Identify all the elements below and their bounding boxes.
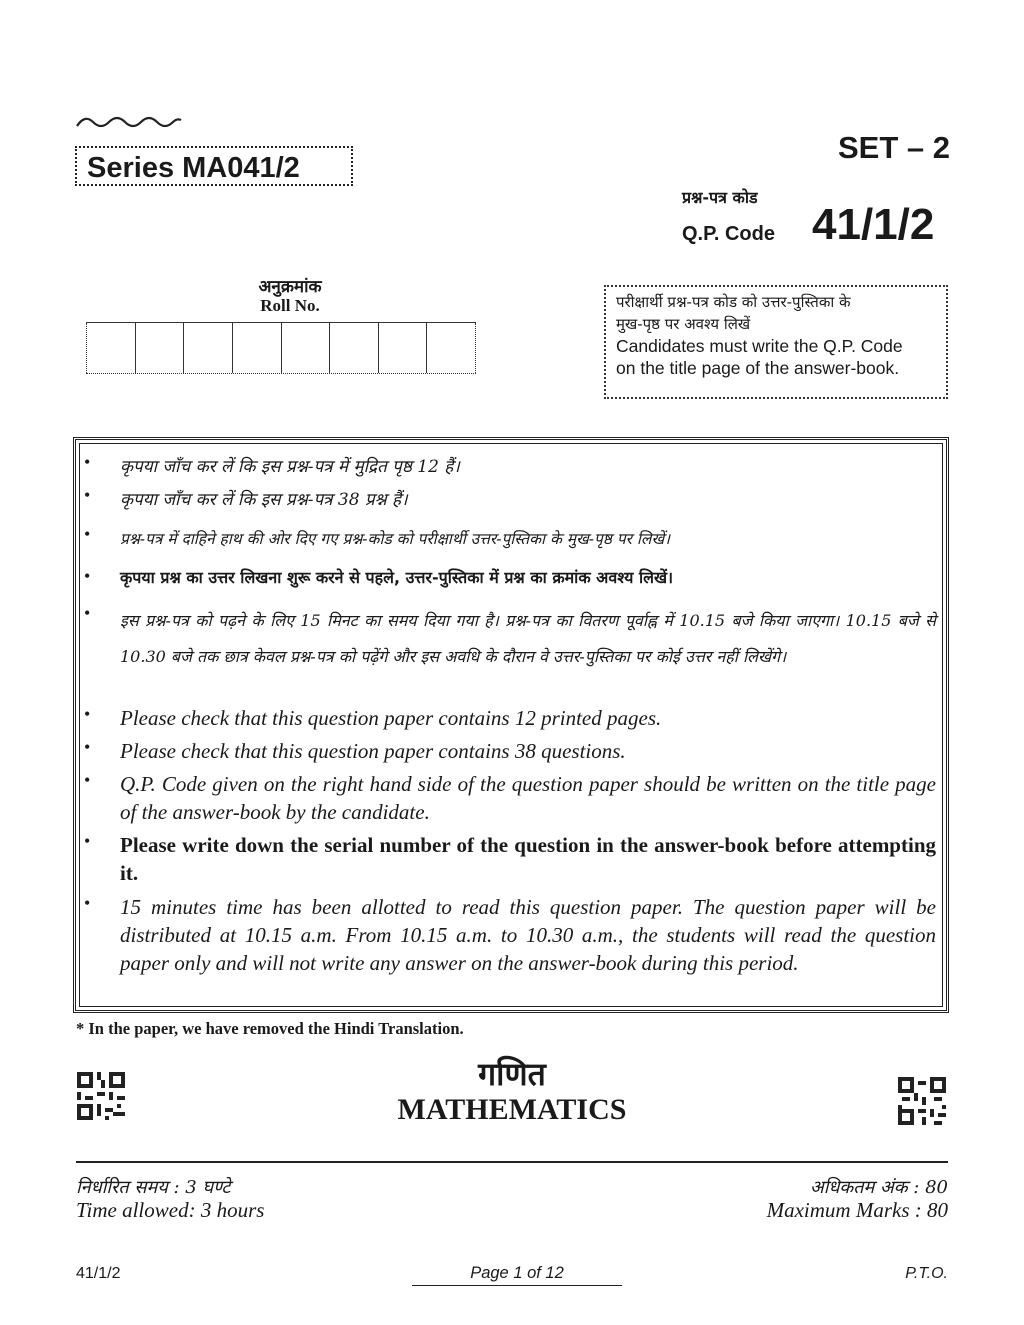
bullet: • bbox=[84, 603, 91, 623]
roll-label: Roll No. bbox=[260, 296, 320, 315]
roll-box[interactable] bbox=[86, 323, 135, 373]
instruction-english-3: Q.P. Code given on the right hand side of the question paper should be written on the title page of the answer-book by the candidate. bbox=[120, 772, 936, 824]
time-allowed-hindi: निर्धारित समय : 3 घण्टे bbox=[76, 1177, 231, 1198]
instruction-english-4: Please write down the serial number of the question in the answer-book before attempting it. bbox=[120, 833, 936, 885]
translation-note: * In the paper, we have removed the Hindi Translation. bbox=[76, 1019, 464, 1038]
roll-number-boxes[interactable] bbox=[86, 322, 476, 374]
instruction-hindi-5: इस प्रश्न-पत्र को पढ़ने के लिए 15 मिनट का समय दिया गया है। प्रश्न-पत्र का वितरण पूर्वाह्न में 10.15 बजे किया जाएगा। 10.15 बजे से 10.30 बजे तक छात्र केवल प्रश्न-पत्र को पढ़ेंगे और इस अवधि के दौरान वे उत्तर-पुस्तिका पर कोई उत्तर नहीं लिखेंगे। bbox=[120, 611, 936, 666]
bullet: • bbox=[84, 770, 91, 790]
qp-code: 41/1/2 bbox=[812, 200, 935, 249]
subject-title: MATHEMATICS bbox=[397, 1093, 627, 1126]
page-number: Page 1 of 12 bbox=[412, 1264, 622, 1286]
time-allowed: Time allowed: 3 hours bbox=[76, 1198, 265, 1222]
bullet: • bbox=[84, 452, 91, 472]
roll-box[interactable] bbox=[426, 323, 476, 373]
qp-code-instruction-box bbox=[604, 285, 948, 399]
instruction-english-1: Please check that this question paper contains 12 printed pages. bbox=[120, 706, 662, 730]
bullet: • bbox=[84, 893, 91, 913]
instruction-box-english-1: Candidates must write the Q.P. Code bbox=[616, 336, 903, 356]
set-label: SET – 2 bbox=[838, 130, 950, 165]
qp-code-label: Q.P. Code bbox=[682, 223, 775, 245]
instruction-hindi-2: कृपया जाँच कर लें कि इस प्रश्न-पत्र 38 प्रश्न हैं। bbox=[120, 490, 408, 510]
subject-title-hindi: गणित bbox=[478, 1055, 546, 1093]
qr-code-icon bbox=[898, 1077, 946, 1125]
bullet: • bbox=[84, 737, 91, 757]
series-label: Series MA041/2 bbox=[75, 146, 353, 186]
maximum-marks-hindi: अधिकतम अंक : 80 bbox=[809, 1177, 948, 1198]
instruction-hindi-1: कृपया जाँच कर लें कि इस प्रश्न-पत्र में मुद्रित पृष्ठ 12 हैं। bbox=[120, 457, 460, 477]
roll-box[interactable] bbox=[183, 323, 232, 373]
instruction-box-hindi-1: परीक्षार्थी प्रश्न-पत्र कोड को उत्तर-पुस्तिका के bbox=[616, 293, 851, 311]
bullet: • bbox=[84, 704, 91, 724]
divider bbox=[76, 1161, 948, 1163]
footer-code: 41/1/2 bbox=[76, 1265, 121, 1282]
instruction-english-5: 15 minutes time has been allotted to read this question paper. The question paper will be distributed at 10.15 a.m. From 10.15 a.m. to 10.30 a.m., the students will read the question paper only and will not write any answer on the answer-book during this period. bbox=[120, 895, 936, 975]
instruction-box-english-2: on the title page of the answer-book. bbox=[616, 358, 900, 378]
wave-ornament bbox=[75, 112, 183, 134]
roll-box[interactable] bbox=[378, 323, 427, 373]
instruction-hindi-3: प्रश्न-पत्र में दाहिने हाथ की ओर दिए गए प्रश्न-कोड को परीक्षार्थी उत्तर-पुस्तिका के मुख-पृष्ठ पर लिखें। bbox=[120, 530, 670, 548]
roll-box[interactable] bbox=[329, 323, 378, 373]
instruction-english-2: Please check that this question paper contains 38 questions. bbox=[120, 739, 626, 763]
roll-box[interactable] bbox=[281, 323, 330, 373]
qp-code-hindi-label: प्रश्न-पत्र कोड bbox=[682, 188, 758, 207]
bullet: • bbox=[84, 831, 91, 851]
roll-box[interactable] bbox=[232, 323, 281, 373]
roll-box[interactable] bbox=[135, 323, 184, 373]
maximum-marks: Maximum Marks : 80 bbox=[766, 1198, 948, 1222]
roll-label-hindi: अनुक्रमांक bbox=[258, 277, 322, 297]
instruction-box-hindi-2: मुख-पृष्ठ पर अवश्य लिखें bbox=[616, 315, 751, 333]
bullet: • bbox=[84, 566, 91, 586]
bullet: • bbox=[84, 485, 91, 505]
pto-label: P.T.O. bbox=[905, 1265, 948, 1282]
instruction-hindi-4: कृपया प्रश्न का उत्तर लिखना शुरू करने से पहले, उत्तर-पुस्तिका में प्रश्न का क्रमांक अवश्य लिखें। bbox=[120, 568, 674, 587]
bullet: • bbox=[84, 524, 91, 544]
